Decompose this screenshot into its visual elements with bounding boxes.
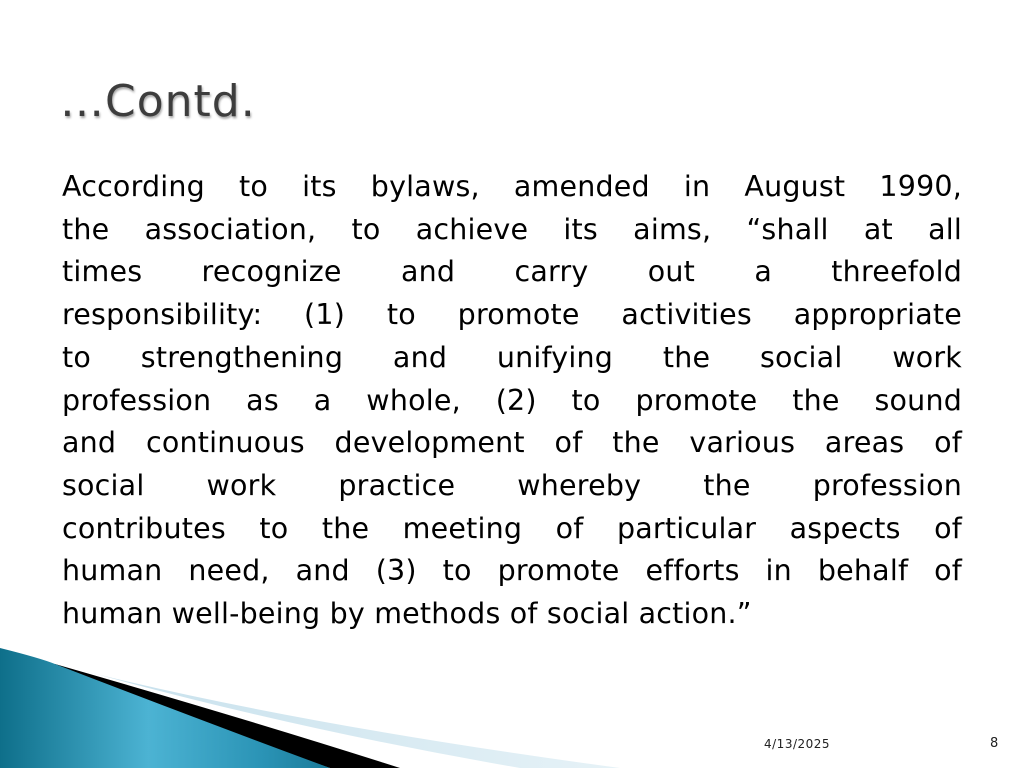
body-line: According to its bylaws, amended in August 1990, bbox=[62, 170, 962, 203]
body-line: and continuous development of the various areas of bbox=[62, 426, 962, 460]
body-line: responsibility: (1) to promote activities appropriate bbox=[62, 298, 962, 332]
body-line: social work practice whereby the profession bbox=[62, 468, 962, 502]
footer-date: 4/13/2025 bbox=[764, 737, 831, 751]
slide-title: …Contd. bbox=[60, 76, 256, 127]
body-line: to strengthening and unifying the social work bbox=[62, 340, 962, 374]
body-line: the association, to achieve its aims, “shall at all bbox=[62, 212, 962, 246]
body-line: contributes to the meeting of particular aspects of bbox=[62, 511, 962, 545]
body-line: human need, and (3) to promote efforts in behalf of bbox=[62, 554, 962, 588]
decorative-swoosh-graphic bbox=[0, 640, 620, 768]
body-line: times recognize and carry out a threefold bbox=[62, 255, 962, 289]
body-line: profession as a whole, (2) to promote the sound bbox=[62, 383, 962, 417]
slide-body-text bbox=[62, 166, 962, 636]
body-line: human well-being by methods of social action.” bbox=[62, 597, 752, 631]
footer-page-number: 8 bbox=[990, 736, 999, 751]
